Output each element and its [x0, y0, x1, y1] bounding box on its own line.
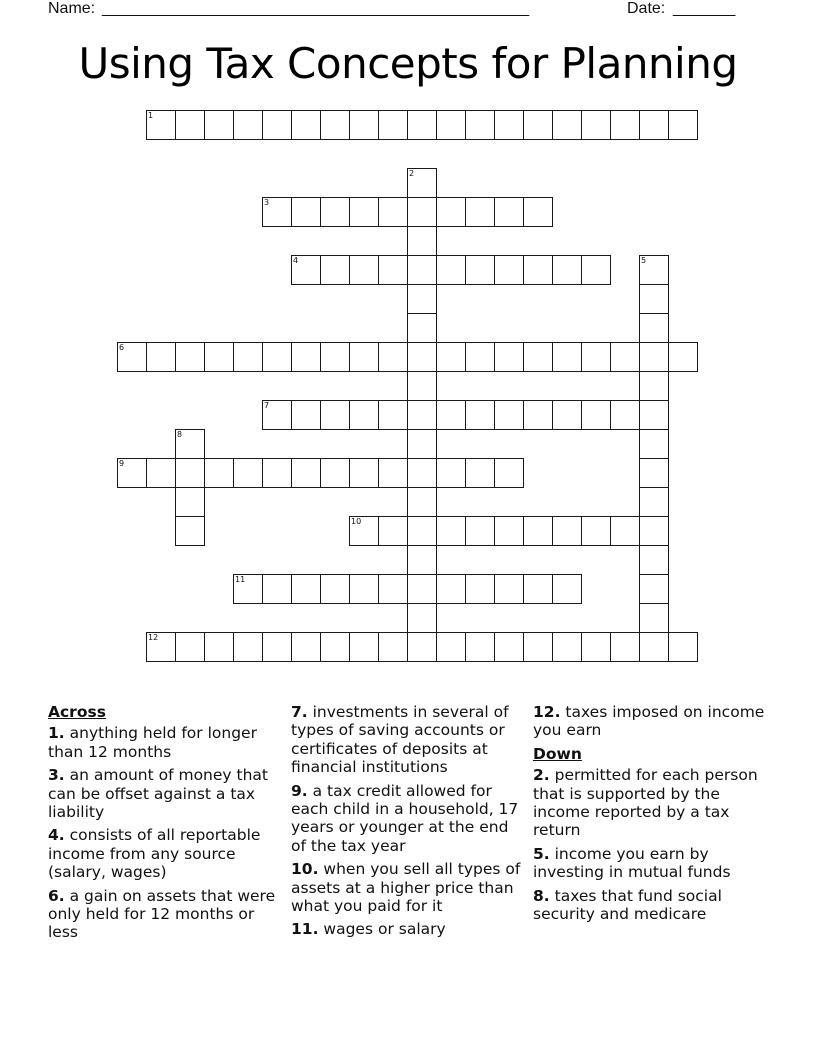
grid-cell[interactable]	[639, 284, 669, 314]
grid-cell[interactable]	[610, 342, 640, 372]
cell-number: 7	[264, 401, 270, 410]
grid-cell[interactable]	[320, 197, 350, 227]
across-heading: Across	[48, 703, 106, 721]
grid-cell[interactable]	[378, 110, 408, 140]
grid-cell[interactable]	[349, 110, 379, 140]
grid-cell[interactable]	[494, 516, 524, 546]
grid-cell[interactable]	[639, 342, 669, 372]
grid-cell[interactable]	[349, 574, 379, 604]
grid-cell[interactable]	[639, 545, 669, 575]
grid-cell[interactable]	[552, 516, 582, 546]
clue-number: 3.	[48, 766, 65, 785]
grid-cell[interactable]	[610, 632, 640, 662]
grid-cell[interactable]	[407, 400, 437, 430]
grid-cell[interactable]	[523, 255, 553, 285]
grid-cell[interactable]	[552, 110, 582, 140]
grid-cell[interactable]	[581, 110, 611, 140]
grid-cell[interactable]	[378, 342, 408, 372]
grid-cell[interactable]	[320, 632, 350, 662]
clue-across-12	[533, 703, 773, 740]
grid-cell[interactable]	[668, 110, 698, 140]
grid-cell[interactable]	[639, 313, 669, 343]
grid-cell[interactable]	[378, 574, 408, 604]
grid-cell[interactable]	[494, 197, 524, 227]
grid-cell[interactable]	[291, 110, 321, 140]
date-field[interactable]: _______	[673, 0, 736, 17]
grid-cell[interactable]	[523, 632, 553, 662]
clue-text: a gain on assets that were only held for 12 months or less	[48, 886, 276, 942]
grid-cell[interactable]	[175, 458, 205, 488]
grid-cell[interactable]	[523, 342, 553, 372]
grid-cell[interactable]	[552, 574, 582, 604]
grid-cell[interactable]	[465, 197, 495, 227]
grid-cell[interactable]	[436, 574, 466, 604]
name-field[interactable]: ________________________________________________	[102, 0, 530, 17]
clue-text: taxes that fund social security and medicare	[533, 886, 722, 924]
grid-cell[interactable]	[378, 197, 408, 227]
grid-cell[interactable]	[204, 110, 234, 140]
clue-text: income you earn by investing in mutual funds	[533, 844, 731, 882]
grid-cell[interactable]	[378, 255, 408, 285]
grid-cell[interactable]	[262, 342, 292, 372]
date-label: Date:	[627, 0, 666, 17]
clue-text: taxes imposed on income you earn	[533, 703, 765, 740]
grid-cell[interactable]	[436, 255, 466, 285]
cell-number: 9	[119, 459, 125, 468]
clue-number: 7.	[291, 703, 308, 721]
grid-cell[interactable]	[291, 632, 321, 662]
grid-cell[interactable]	[233, 342, 263, 372]
grid-cell[interactable]	[146, 342, 176, 372]
cell-number: 11	[235, 575, 246, 584]
grid-cell[interactable]	[349, 255, 379, 285]
grid-cell[interactable]	[262, 458, 292, 488]
grid-cell[interactable]	[378, 400, 408, 430]
cell-number: 10	[351, 517, 362, 526]
grid-cell[interactable]	[639, 574, 669, 604]
grid-cell[interactable]	[436, 400, 466, 430]
grid-cell[interactable]	[639, 458, 669, 488]
grid-cell[interactable]	[291, 197, 321, 227]
cell-number: 5	[641, 256, 647, 265]
grid-cell[interactable]	[175, 516, 205, 546]
grid-cell[interactable]	[407, 226, 437, 256]
grid-cell[interactable]	[465, 255, 495, 285]
grid-cell[interactable]	[407, 110, 437, 140]
grid-cell[interactable]	[262, 110, 292, 140]
grid-cell[interactable]	[407, 342, 437, 372]
grid-cell[interactable]	[494, 574, 524, 604]
grid-cell[interactable]	[378, 632, 408, 662]
grid-cell[interactable]	[204, 342, 234, 372]
clue-number: 1.	[48, 724, 65, 743]
grid-cell[interactable]	[320, 110, 350, 140]
cell-number: 8	[177, 430, 183, 439]
clue-down-2	[533, 766, 773, 840]
grid-cell[interactable]	[610, 110, 640, 140]
grid-cell[interactable]	[407, 197, 437, 227]
grid-cell[interactable]	[407, 603, 437, 633]
grid-cell[interactable]	[349, 400, 379, 430]
clues-column-2	[291, 703, 527, 944]
clues-column-3	[533, 703, 773, 928]
clue-across-6	[48, 887, 284, 942]
clue-down-5	[533, 845, 773, 882]
grid-cell[interactable]	[523, 574, 553, 604]
clue-text: permitted for each person that is supported by the income reported by a tax return	[533, 766, 758, 840]
clue-number: 8.	[533, 886, 550, 905]
grid-cell[interactable]	[581, 255, 611, 285]
clue-across-4	[48, 826, 284, 881]
grid-cell[interactable]	[552, 400, 582, 430]
clue-text: anything held for longer than 12 months	[48, 724, 257, 761]
grid-cell[interactable]	[581, 400, 611, 430]
clue-text: consists of all reportable income from any source (salary, wages)	[48, 826, 261, 882]
grid-cell[interactable]	[436, 632, 466, 662]
grid-cell[interactable]	[494, 458, 524, 488]
cell-number: 6	[119, 343, 125, 352]
grid-cell[interactable]	[610, 400, 640, 430]
grid-cell[interactable]	[494, 342, 524, 372]
grid-cell[interactable]	[581, 632, 611, 662]
grid-cell[interactable]	[494, 255, 524, 285]
clue-number: 2.	[533, 766, 550, 785]
grid-cell[interactable]	[465, 400, 495, 430]
grid-cell[interactable]	[262, 632, 292, 662]
grid-cell[interactable]	[175, 632, 205, 662]
clue-across-9	[291, 782, 527, 856]
grid-cell[interactable]	[581, 516, 611, 546]
grid-cell[interactable]	[378, 458, 408, 488]
grid-cell[interactable]	[552, 342, 582, 372]
grid-cell[interactable]	[291, 342, 321, 372]
grid-cell[interactable]	[407, 574, 437, 604]
grid-cell[interactable]	[668, 342, 698, 372]
grid-cell[interactable]	[407, 516, 437, 546]
cell-number: 4	[293, 256, 299, 265]
cell-number: 12	[148, 633, 159, 642]
page-title: Using Tax Concepts for Planning	[78, 39, 738, 88]
grid-cell[interactable]	[146, 458, 176, 488]
cell-number: 1	[148, 111, 154, 120]
clue-text: wages or salary	[323, 920, 446, 939]
grid-cell[interactable]	[552, 255, 582, 285]
clues-column-1	[48, 703, 284, 947]
grid-cell[interactable]	[639, 516, 669, 546]
grid-cell[interactable]	[262, 574, 292, 604]
name-label: Name:	[48, 0, 96, 17]
grid-cell[interactable]	[552, 632, 582, 662]
grid-cell[interactable]	[639, 487, 669, 517]
clue-across-7	[291, 703, 527, 777]
grid-cell[interactable]	[465, 110, 495, 140]
grid-cell[interactable]	[465, 458, 495, 488]
clue-number: 11.	[291, 920, 319, 939]
grid-cell[interactable]	[407, 632, 437, 662]
clue-across-10	[291, 860, 527, 915]
grid-cell[interactable]	[378, 516, 408, 546]
grid-cell[interactable]	[436, 516, 466, 546]
grid-cell[interactable]	[291, 458, 321, 488]
grid-cell[interactable]	[349, 458, 379, 488]
grid-cell[interactable]	[523, 110, 553, 140]
grid-cell[interactable]	[175, 110, 205, 140]
clue-number: 4.	[48, 826, 65, 845]
grid-cell[interactable]	[407, 255, 437, 285]
grid-cell[interactable]	[523, 197, 553, 227]
grid-cell[interactable]	[610, 516, 640, 546]
grid-cell[interactable]	[233, 632, 263, 662]
grid-cell[interactable]	[320, 458, 350, 488]
clue-text: an amount of money that can be offset against a tax liability	[48, 766, 268, 822]
grid-cell[interactable]	[407, 284, 437, 314]
grid-cell[interactable]	[175, 342, 205, 372]
grid-cell[interactable]	[349, 197, 379, 227]
grid-cell[interactable]	[349, 632, 379, 662]
clue-text: a tax credit allowed for each child in a household, 17 years or younger at the end of the tax year	[291, 781, 519, 855]
grid-cell[interactable]	[465, 516, 495, 546]
grid-cell[interactable]	[204, 632, 234, 662]
grid-cell[interactable]	[320, 255, 350, 285]
grid-cell[interactable]	[639, 603, 669, 633]
grid-cell[interactable]	[494, 632, 524, 662]
cell-number: 3	[264, 198, 270, 207]
grid-cell[interactable]	[204, 458, 234, 488]
grid-cell[interactable]	[175, 487, 205, 517]
grid-cell[interactable]	[465, 574, 495, 604]
grid-cell[interactable]	[465, 632, 495, 662]
grid-cell[interactable]	[494, 400, 524, 430]
grid-cell[interactable]	[407, 458, 437, 488]
grid-cell[interactable]	[320, 574, 350, 604]
clue-number: 9.	[291, 781, 308, 800]
grid-cell[interactable]	[494, 110, 524, 140]
grid-cell[interactable]	[320, 400, 350, 430]
grid-cell[interactable]	[291, 574, 321, 604]
clue-across-1	[48, 724, 284, 761]
clue-down-8	[533, 887, 773, 924]
grid-cell[interactable]	[320, 342, 350, 372]
clue-text: investments in several of types of saving accounts or certificates of deposits at financial institutions	[291, 703, 509, 777]
grid-cell[interactable]	[291, 400, 321, 430]
grid-cell[interactable]	[407, 371, 437, 401]
grid-cell[interactable]	[523, 400, 553, 430]
clue-number: 6.	[48, 886, 65, 905]
grid-cell[interactable]	[465, 342, 495, 372]
grid-cell[interactable]	[436, 458, 466, 488]
clue-across-3	[48, 766, 284, 821]
grid-cell[interactable]	[407, 487, 437, 517]
cell-number: 2	[409, 169, 415, 178]
grid-cell[interactable]	[639, 371, 669, 401]
grid-cell[interactable]	[233, 458, 263, 488]
grid-cell[interactable]	[581, 342, 611, 372]
grid-cell[interactable]	[436, 342, 466, 372]
clue-text: when you sell all types of assets at a higher price than what you paid for it	[291, 860, 521, 916]
grid-cell[interactable]	[639, 429, 669, 459]
grid-cell[interactable]	[407, 313, 437, 343]
clue-number: 5.	[533, 844, 550, 863]
down-heading: Down	[533, 744, 582, 763]
grid-cell[interactable]	[233, 110, 263, 140]
grid-cell[interactable]	[639, 400, 669, 430]
clue-number: 12.	[533, 703, 561, 721]
grid-cell[interactable]	[639, 632, 669, 662]
grid-cell[interactable]	[523, 516, 553, 546]
grid-cell[interactable]	[668, 632, 698, 662]
grid-cell[interactable]	[436, 197, 466, 227]
clue-number: 10.	[291, 860, 319, 879]
grid-cell[interactable]	[436, 110, 466, 140]
grid-cell[interactable]	[407, 429, 437, 459]
clue-across-11	[291, 920, 527, 938]
grid-cell[interactable]	[639, 110, 669, 140]
grid-cell[interactable]	[349, 342, 379, 372]
grid-cell[interactable]	[407, 545, 437, 575]
